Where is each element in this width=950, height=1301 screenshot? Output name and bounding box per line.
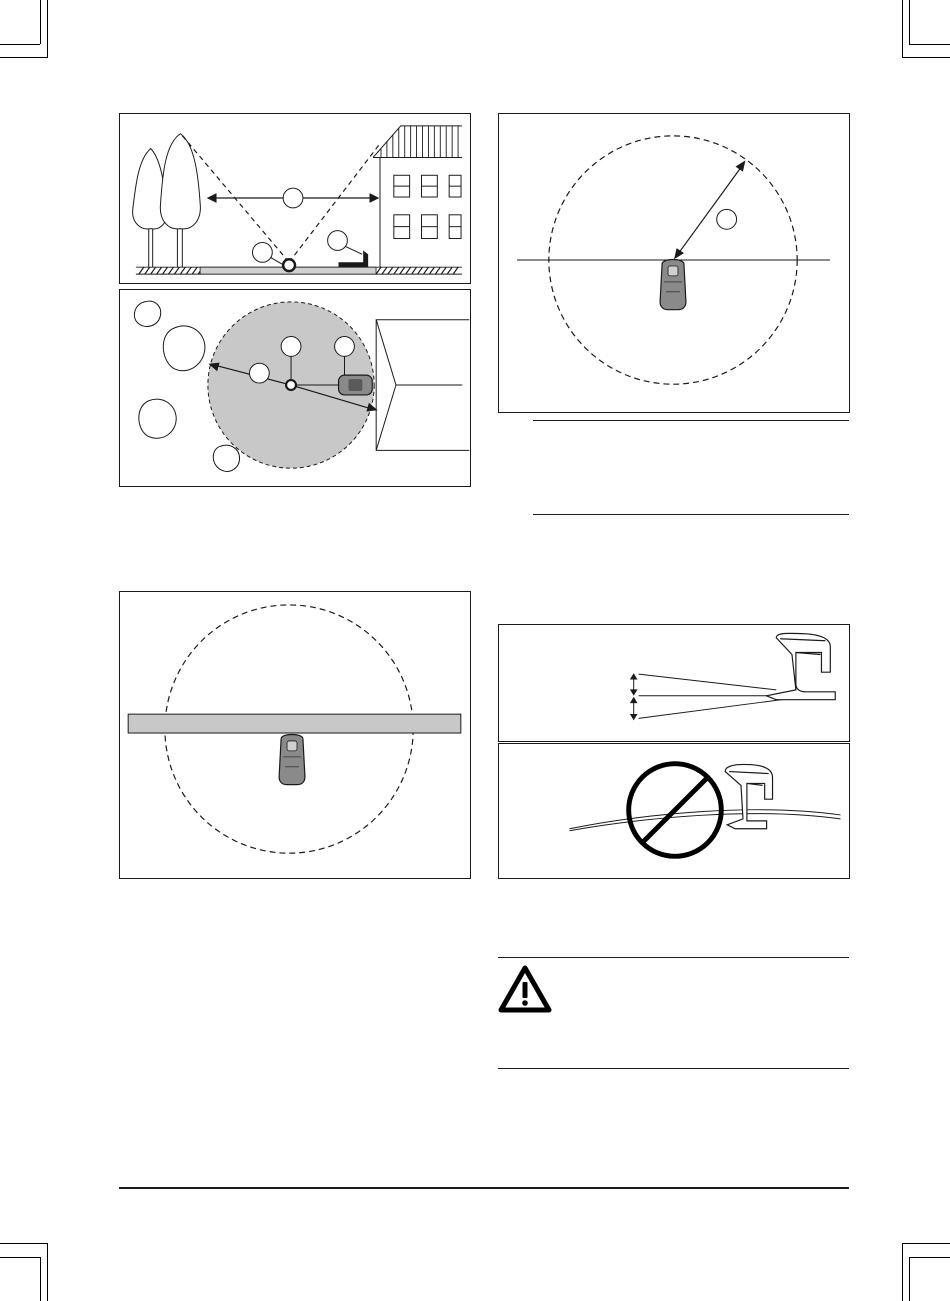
side-view-illustration <box>120 114 470 283</box>
antenna-icon <box>283 259 295 271</box>
robotic-mower-icon <box>279 735 305 785</box>
crop-mark <box>909 1257 950 1258</box>
no-uneven-ground-illustration <box>499 744 849 878</box>
warning-triangle-icon <box>498 965 552 1013</box>
crop-mark <box>0 44 40 45</box>
crop-mark <box>909 0 910 44</box>
crop-mark <box>909 44 950 45</box>
antenna-radius-illustration <box>499 114 849 412</box>
crop-mark <box>0 57 47 58</box>
crop-mark <box>40 0 41 44</box>
top-view-illustration <box>120 290 470 486</box>
figure-slope-height <box>498 624 850 742</box>
crop-mark <box>902 1243 950 1244</box>
charging-station-icon <box>338 250 368 267</box>
warning-bottom-rule <box>498 1068 849 1069</box>
tree-icon <box>133 134 201 267</box>
building-icon <box>373 126 462 267</box>
note-bottom-rule <box>533 514 849 515</box>
crop-mark <box>0 1257 40 1258</box>
building-icon <box>376 320 469 451</box>
crop-mark <box>40 1257 41 1301</box>
crop-mark <box>0 1243 47 1244</box>
note-top-rule <box>533 420 849 421</box>
prohibited-icon <box>629 764 722 857</box>
figure-antenna-radius <box>498 113 850 413</box>
slope-height-illustration <box>499 625 849 741</box>
charging-station-icon <box>766 633 835 699</box>
wall-strip <box>128 714 461 733</box>
figure-gps-obstacles-side <box>119 113 471 284</box>
figure-gps-obstacles-top <box>119 289 471 487</box>
crop-mark <box>909 1257 910 1301</box>
figure-no-uneven-ground <box>498 743 850 879</box>
robotic-mower-icon <box>660 260 686 310</box>
warning-top-rule <box>498 957 849 958</box>
mower-wall-illustration <box>120 592 470 878</box>
crop-mark <box>47 0 48 58</box>
crop-mark <box>902 0 903 58</box>
crop-mark <box>902 57 950 58</box>
antenna-icon <box>286 380 296 390</box>
crop-mark <box>47 1243 48 1301</box>
figure-mower-wall <box>119 591 471 879</box>
footer-rule <box>119 1187 849 1189</box>
crop-mark <box>902 1243 903 1301</box>
charging-station-icon <box>725 764 772 828</box>
